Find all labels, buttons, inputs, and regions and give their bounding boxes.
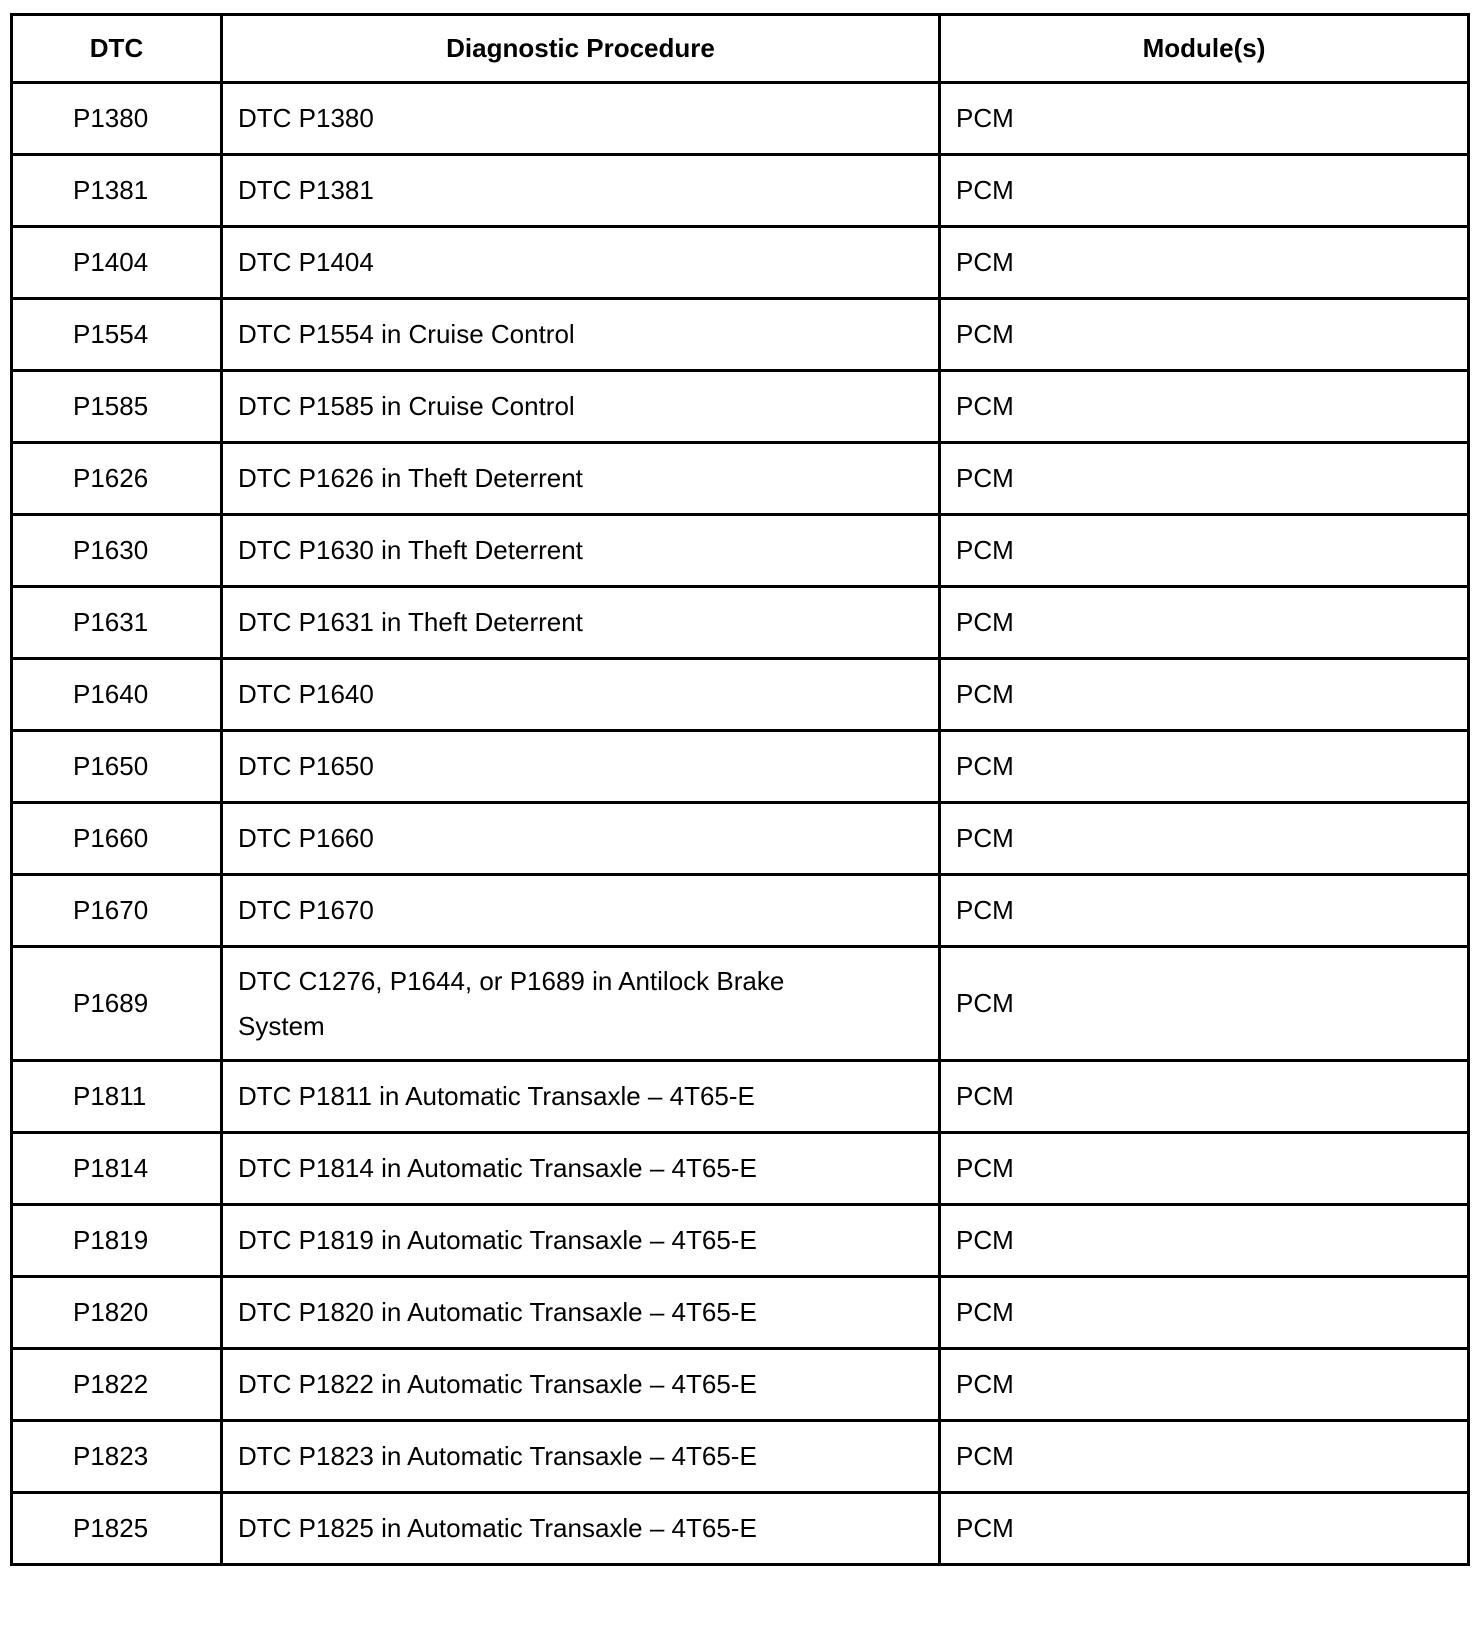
table-row xyxy=(12,803,1469,875)
dtc-cell: P1689 xyxy=(12,947,222,1061)
procedure-cell: DTC P1811 in Automatic Transaxle – 4T65-E xyxy=(222,1061,940,1133)
table-row xyxy=(12,1421,1469,1493)
table-row xyxy=(12,299,1469,371)
table-row xyxy=(12,371,1469,443)
dtc-cell: P1404 xyxy=(12,227,222,299)
module-cell: PCM xyxy=(940,587,1469,659)
module-cell: PCM xyxy=(940,875,1469,947)
module-cell: PCM xyxy=(940,947,1469,1061)
module-cell: PCM xyxy=(940,299,1469,371)
dtc-cell: P1650 xyxy=(12,731,222,803)
procedure-cell: DTC P1823 in Automatic Transaxle – 4T65-E xyxy=(222,1421,940,1493)
header-modules: Module(s) xyxy=(940,15,1469,83)
dtc-cell: P1554 xyxy=(12,299,222,371)
table-row xyxy=(12,83,1469,155)
dtc-cell: P1814 xyxy=(12,1133,222,1205)
table-row xyxy=(12,731,1469,803)
module-cell: PCM xyxy=(940,659,1469,731)
module-cell: PCM xyxy=(940,155,1469,227)
procedure-cell: DTC P1814 in Automatic Transaxle – 4T65-E xyxy=(222,1133,940,1205)
dtc-cell: P1630 xyxy=(12,515,222,587)
table-row xyxy=(12,443,1469,515)
module-cell: PCM xyxy=(940,1349,1469,1421)
procedure-cell: DTC P1554 in Cruise Control xyxy=(222,299,940,371)
dtc-cell: P1381 xyxy=(12,155,222,227)
dtc-cell: P1585 xyxy=(12,371,222,443)
procedure-cell: DTC P1630 in Theft Deterrent xyxy=(222,515,940,587)
dtc-cell: P1631 xyxy=(12,587,222,659)
procedure-cell: DTC P1670 xyxy=(222,875,940,947)
header-dtc: DTC xyxy=(12,15,222,83)
table-row xyxy=(12,227,1469,299)
dtc-cell: P1822 xyxy=(12,1349,222,1421)
procedure-cell: DTC P1820 in Automatic Transaxle – 4T65-E xyxy=(222,1277,940,1349)
table-row xyxy=(12,1133,1469,1205)
module-cell: PCM xyxy=(940,1205,1469,1277)
module-cell: PCM xyxy=(940,1133,1469,1205)
table-row xyxy=(12,587,1469,659)
procedure-cell: DTC P1822 in Automatic Transaxle – 4T65-E xyxy=(222,1349,940,1421)
module-cell: PCM xyxy=(940,1493,1469,1565)
module-cell: PCM xyxy=(940,1421,1469,1493)
module-cell: PCM xyxy=(940,227,1469,299)
table-row xyxy=(12,875,1469,947)
dtc-cell: P1640 xyxy=(12,659,222,731)
table-row xyxy=(12,515,1469,587)
procedure-cell: DTC P1585 in Cruise Control xyxy=(222,371,940,443)
module-cell: PCM xyxy=(940,1277,1469,1349)
procedure-cell: DTC P1626 in Theft Deterrent xyxy=(222,443,940,515)
table-row xyxy=(12,1349,1469,1421)
header-diagnostic-procedure: Diagnostic Procedure xyxy=(222,15,940,83)
procedure-line: System xyxy=(238,1010,325,1041)
module-cell: PCM xyxy=(940,371,1469,443)
procedure-cell: DTC P1380 xyxy=(222,83,940,155)
dtc-cell: P1819 xyxy=(12,1205,222,1277)
table-row xyxy=(12,1205,1469,1277)
procedure-cell: DTC P1404 xyxy=(222,227,940,299)
dtc-cell: P1823 xyxy=(12,1421,222,1493)
module-cell: PCM xyxy=(940,803,1469,875)
procedure-cell: DTC P1381 xyxy=(222,155,940,227)
dtc-cell: P1820 xyxy=(12,1277,222,1349)
table-row xyxy=(12,947,1469,1061)
procedure-cell xyxy=(222,947,940,1061)
dtc-table xyxy=(10,13,1470,1566)
procedure-line: DTC C1276, P1644, or P1689 in Antilock Brake xyxy=(238,965,785,996)
module-cell: PCM xyxy=(940,515,1469,587)
procedure-cell: DTC P1650 xyxy=(222,731,940,803)
procedure-cell: DTC P1819 in Automatic Transaxle – 4T65-E xyxy=(222,1205,940,1277)
module-cell: PCM xyxy=(940,1061,1469,1133)
module-cell: PCM xyxy=(940,83,1469,155)
table-row xyxy=(12,155,1469,227)
procedure-cell: DTC P1640 xyxy=(222,659,940,731)
dtc-cell: P1660 xyxy=(12,803,222,875)
table-row xyxy=(12,1493,1469,1565)
module-cell: PCM xyxy=(940,443,1469,515)
procedure-cell: DTC P1631 in Theft Deterrent xyxy=(222,587,940,659)
module-cell: PCM xyxy=(940,731,1469,803)
table-row xyxy=(12,1061,1469,1133)
table-header-row xyxy=(12,15,1469,83)
dtc-cell: P1811 xyxy=(12,1061,222,1133)
dtc-cell: P1670 xyxy=(12,875,222,947)
dtc-cell: P1380 xyxy=(12,83,222,155)
table-row xyxy=(12,659,1469,731)
dtc-cell: P1825 xyxy=(12,1493,222,1565)
procedure-cell: DTC P1825 in Automatic Transaxle – 4T65-E xyxy=(222,1493,940,1565)
dtc-cell: P1626 xyxy=(12,443,222,515)
table-row xyxy=(12,1277,1469,1349)
procedure-cell: DTC P1660 xyxy=(222,803,940,875)
